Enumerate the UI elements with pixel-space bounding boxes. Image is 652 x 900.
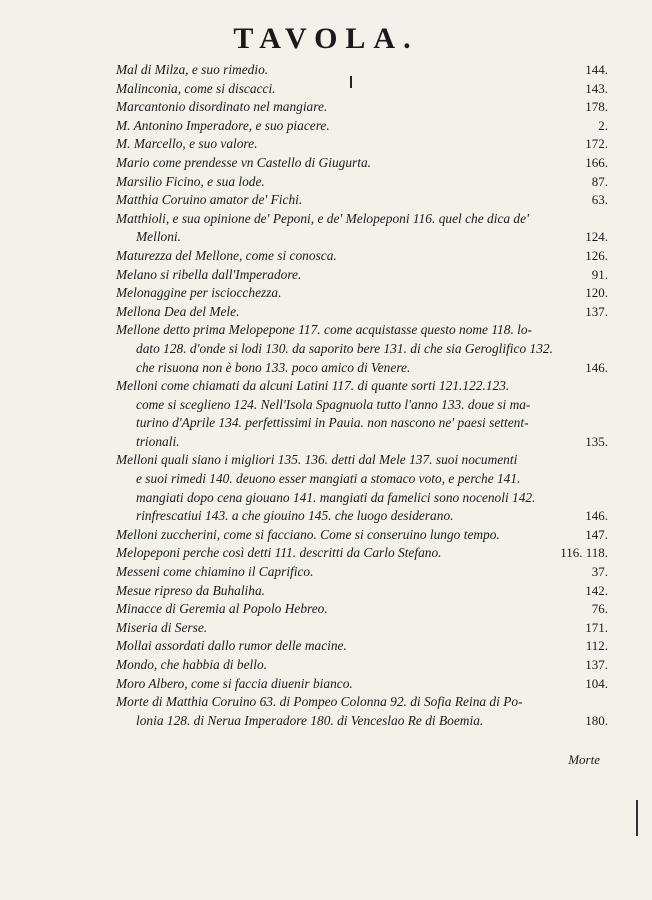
page-heading: TAVOLA. [233, 22, 419, 55]
index-entry [116, 136, 608, 155]
index-entry [116, 62, 608, 81]
entry-text: rinfrescatiui 143. a che giouino 145. che luogo desiderano. [136, 508, 454, 524]
index-entry [116, 713, 608, 732]
index-entry [116, 118, 608, 137]
index-entry [116, 267, 608, 286]
entry-text: Matthioli, e sua opinione de' Peponi, e de' Melopeponi 116. quel che dica de' [116, 210, 529, 226]
entry-page-number: 146. [585, 359, 608, 375]
entry-text: M. Marcello, e suo valore. [116, 136, 258, 152]
entry-text: Matthia Coruino amator de' Fichi. [116, 192, 303, 208]
entry-page-number: 142. [585, 582, 608, 598]
entry-text: dato 128. d'onde si lodi 130. da saporito bere 131. di che sia Geroglifico 132. [136, 340, 553, 356]
entry-page-number: 104. [585, 675, 608, 691]
entry-text: Mario come prendesse vn Castello di Giugurta. [116, 154, 372, 170]
entry-text: Melonaggine per isciocchezza. [116, 285, 282, 301]
entry-text: Maturezza del Mellone, come si conosca. [116, 247, 337, 263]
entry-text: Minacce di Geremia al Popolo Hebreo. [116, 601, 328, 617]
index-entry [116, 620, 608, 639]
entry-text: che risuona non è bono 133. poco amico di Venere. [136, 359, 411, 375]
index-entry [116, 601, 608, 620]
index-entry [116, 452, 608, 471]
page-edge-mark [636, 800, 638, 836]
entry-text: Morte di Matthia Coruino 63. di Pompeo Colonna 92. di Sofia Reina di Po- [116, 694, 523, 710]
entry-text: Mellona Dea del Mele. [116, 303, 240, 319]
entry-text: Mellone detto prima Melopepone 117. come acquistasse questo nome 118. lo- [116, 322, 533, 338]
entry-page-number: 172. [585, 136, 608, 152]
entry-text: Mesue ripreso da Buhaliha. [116, 582, 266, 598]
entry-page-number: 124. [585, 229, 608, 245]
entry-page-number: 116. 118. [560, 545, 608, 561]
index-entry [116, 583, 608, 602]
entry-page-number: 178. [585, 99, 608, 115]
index-entry [116, 304, 608, 323]
index-entries [116, 62, 608, 731]
entry-text: Marcantonio disordinato nel mangiare. [116, 99, 328, 115]
index-entry [116, 174, 608, 193]
entry-page-number: 76. [591, 601, 608, 617]
index-entry [116, 229, 608, 248]
entry-text: Melloni. [136, 229, 181, 245]
index-entry [116, 81, 608, 100]
index-entry [116, 192, 608, 211]
entry-text: Melloni come chiamati da alcuni Latini 117. di quante sorti 121.122.123. [116, 378, 510, 394]
index-entry [116, 415, 608, 434]
entry-page-number: 180. [585, 712, 608, 728]
index-entry [116, 285, 608, 304]
entry-text: Messeni come chiamino il Caprifico. [116, 564, 314, 580]
index-entry [116, 657, 608, 676]
index-entry [116, 490, 608, 509]
entry-text: lonia 128. di Nerua Imperadore 180. di Venceslao Re di Boemia. [136, 712, 484, 728]
entry-text: come si sceglieno 124. Nell'Isola Spagnuola tutto l'anno 133. doue si ma- [136, 396, 531, 412]
entry-page-number: 146. [585, 508, 608, 524]
entry-text: turino d'Aprile 134. perfettissimi in Pauia. non nascono ne' paesi settent- [136, 415, 529, 431]
index-entry [116, 638, 608, 657]
entry-page-number: 137. [585, 657, 608, 672]
index-entry [116, 322, 608, 341]
entry-text: Mondo, che habbia di bello. [116, 657, 267, 672]
entry-text: Mal di Milza, e suo rimedio. [116, 62, 269, 77]
index-entry [116, 545, 608, 564]
entry-page-number: 112. [585, 638, 608, 654]
entry-text: Miseria di Serse. [116, 619, 208, 635]
index-entry [116, 360, 608, 379]
index-entry [116, 99, 608, 118]
entry-page-number: 166. [585, 154, 608, 170]
entry-page-number: 143. [585, 80, 608, 96]
index-entry [116, 248, 608, 267]
index-entry [116, 434, 608, 453]
entry-text: Mollai assordati dallo rumor delle macine. [116, 638, 347, 654]
index-entry [116, 378, 608, 397]
catchword: Morte [568, 752, 600, 767]
entry-text: mangiati dopo cena giouano 141. mangiati da famelici sono nocenoli 142. [136, 489, 536, 505]
index-entry [116, 508, 608, 527]
entry-text: Melloni zuccherini, come si facciano. Come si conseruino lungo tempo. [116, 526, 500, 542]
entry-text: Marsilio Ficino, e sua lode. [116, 173, 265, 189]
entry-text: Melopeponi perche così detti 111. descritti da Carlo Stefano. [116, 545, 442, 561]
entry-page-number: 87. [591, 173, 608, 189]
entry-page-number: 147. [585, 526, 608, 542]
entry-text: Melloni quali siano i migliori 135. 136. detti dal Mele 137. suoi nocumenti [116, 452, 518, 468]
index-entry [116, 211, 608, 230]
index-entry [116, 341, 608, 360]
entry-page-number: 126. [585, 247, 608, 263]
entry-text: Moro Albero, come si faccia diuenir bianco. [116, 675, 353, 691]
entry-page-number: 120. [585, 285, 608, 301]
index-entry [116, 155, 608, 174]
index-entry [116, 471, 608, 490]
entry-text: Malinconia, come si discacci. [116, 80, 276, 96]
entry-page-number: 91. [591, 266, 608, 282]
entry-text: Melano si ribella dall'Imperadore. [116, 266, 302, 282]
entry-page-number: 144. [585, 62, 608, 77]
entry-page-number: 171. [585, 619, 608, 635]
entry-text: trionali. [136, 433, 180, 449]
index-entry [116, 676, 608, 695]
index-entry [116, 527, 608, 546]
index-entry [116, 564, 608, 583]
entry-text: M. Antonino Imperadore, e suo piacere. [116, 117, 330, 133]
entry-page-number: 2. [598, 117, 608, 133]
entry-page-number: 63. [591, 192, 608, 208]
entry-page-number: 137. [585, 303, 608, 319]
index-entry [116, 397, 608, 416]
entry-page-number: 37. [591, 564, 608, 580]
index-entry [116, 694, 608, 713]
entry-page-number: 135. [585, 433, 608, 449]
entry-text: e suoi rimedi 140. deuono esser mangiati a stomaco voto, e perche 141. [136, 471, 521, 487]
